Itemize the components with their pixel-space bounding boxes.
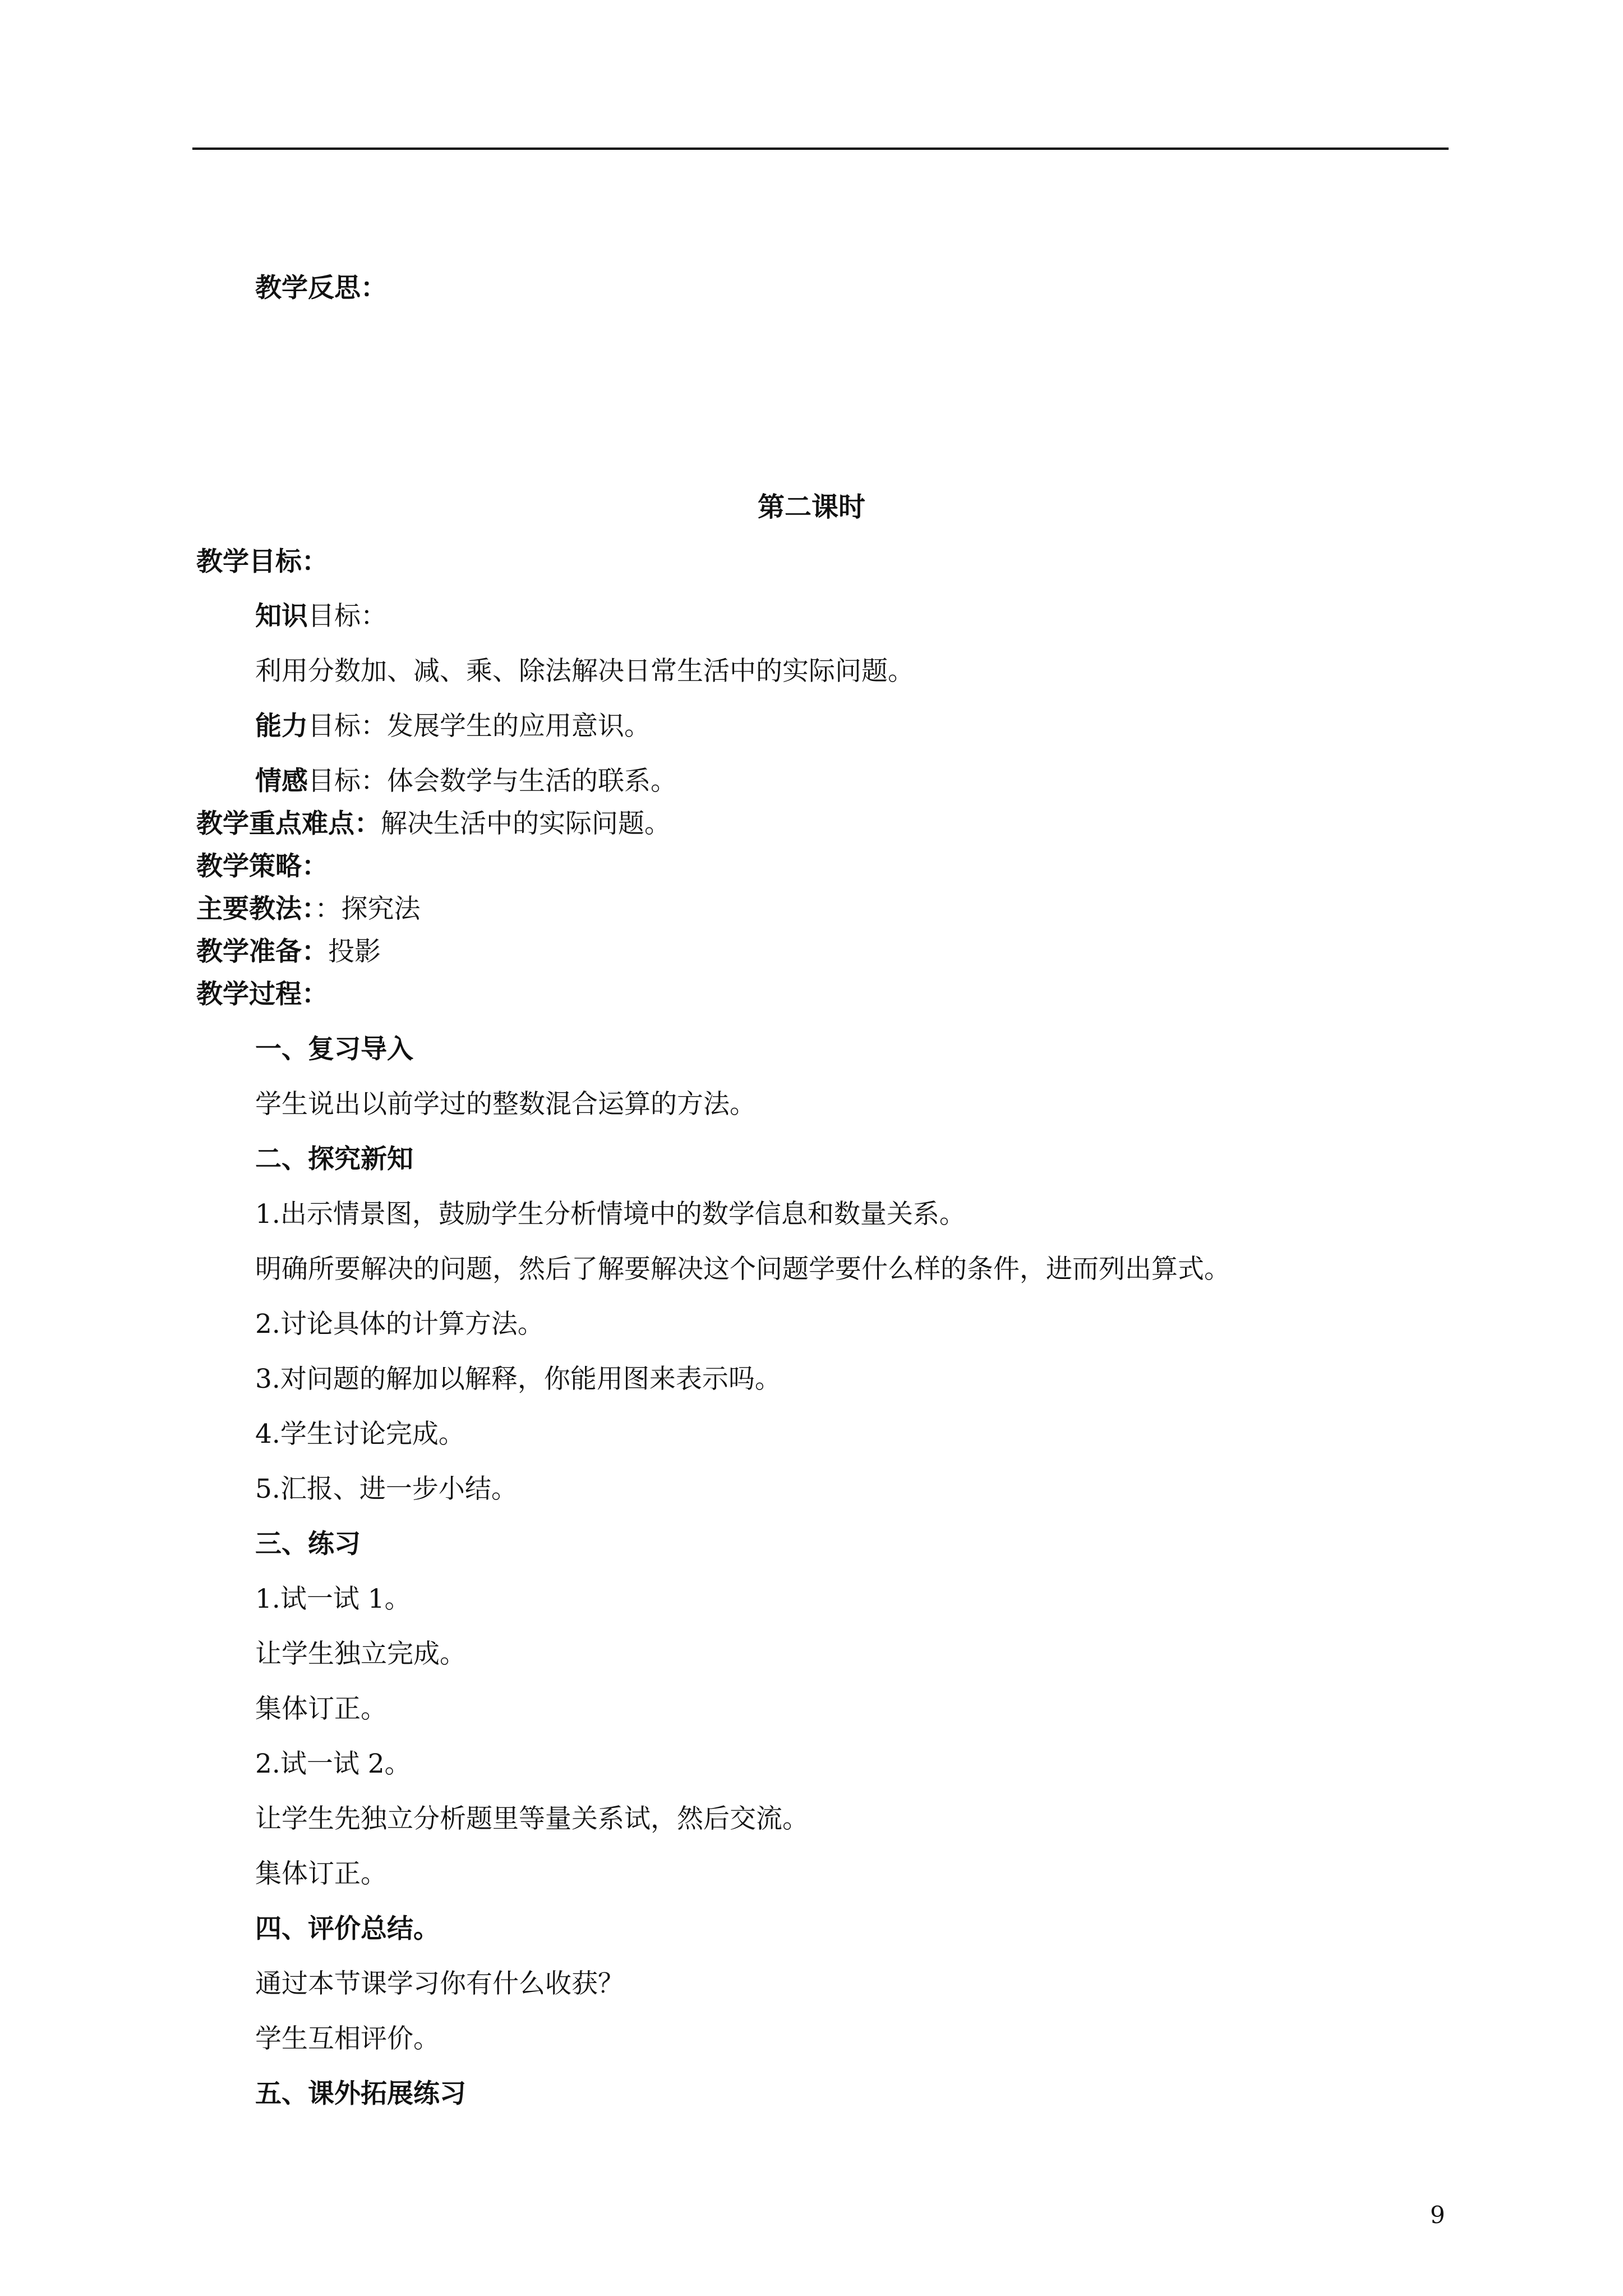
ability-rest: 目标：发展学生的应用意识。	[308, 711, 651, 742]
section-line: 1.出示情景图，鼓励学生分析情境中的数学信息和数量关系。	[255, 1199, 966, 1230]
reflection-label: 教学反思：	[255, 273, 387, 303]
preparation-value: 投影	[328, 936, 381, 967]
lesson-title: 第二课时	[757, 491, 865, 523]
section-line: 让学生先独立分析题里等量关系试，然后交流。	[255, 1803, 809, 1834]
section-line: 1.试一试 1。	[255, 1584, 411, 1614]
method-label: 主要教法：	[196, 894, 315, 924]
knowledge-text: 利用分数加、减、乘、除法解决日常生活中的实际问题。	[255, 656, 914, 687]
section-line: 集体订正。	[255, 1694, 387, 1724]
knowledge-rest: 目标：	[308, 601, 387, 632]
section-line: 3.对问题的解加以解释，你能用图来表示吗。	[255, 1364, 781, 1395]
section-line: 学生说出以前学过的整数混合运算的方法。	[255, 1089, 756, 1120]
section-line: 通过本节课学习你有什么收获？	[255, 1968, 624, 1999]
process-label: 教学过程：	[196, 979, 328, 1010]
ability-objective	[255, 711, 651, 742]
emotion-objective	[255, 766, 677, 797]
objectives-heading: 教学目标：	[196, 546, 328, 577]
emotion-rest: 目标：体会数学与生活的联系。	[308, 766, 677, 797]
section-line: 让学生独立完成。	[255, 1639, 466, 1669]
method-value: ：探究法	[315, 894, 421, 924]
section-heading: 一、复习导入	[255, 1034, 413, 1065]
section-heading: 四、评价总结。	[255, 1913, 440, 1944]
strategy-label: 教学策略：	[196, 851, 328, 882]
emotion-label: 情感	[255, 766, 308, 797]
preparation	[196, 938, 381, 965]
method	[196, 896, 421, 922]
page-number: 9	[1430, 2201, 1445, 2229]
section-heading: 五、课外拓展练习	[255, 2078, 466, 2109]
section-line: 明确所要解决的问题，然后了解要解决这个问题学要什么样的条件，进而列出算式。	[255, 1254, 1230, 1285]
key-points-value: 解决生活中的实际问题。	[381, 808, 671, 839]
section-line: 4.学生讨论完成。	[255, 1419, 465, 1450]
ability-label: 能力	[255, 711, 308, 742]
section-line: 2.讨论具体的计算方法。	[255, 1309, 544, 1340]
knowledge-objective	[255, 601, 387, 632]
section-heading: 三、练习	[255, 1529, 361, 1559]
header-rule	[192, 148, 1449, 150]
section-line: 5.汇报、进一步小结。	[255, 1474, 518, 1504]
section-line: 2.试一试 2。	[255, 1749, 411, 1779]
section-line: 学生互相评价。	[255, 2023, 440, 2054]
knowledge-label: 知识	[255, 601, 308, 632]
preparation-label: 教学准备：	[196, 936, 328, 967]
section-heading: 二、探究新知	[255, 1144, 413, 1175]
key-points-label: 教学重点难点：	[196, 808, 381, 839]
section-line: 集体订正。	[255, 1858, 387, 1889]
key-points	[196, 808, 671, 839]
